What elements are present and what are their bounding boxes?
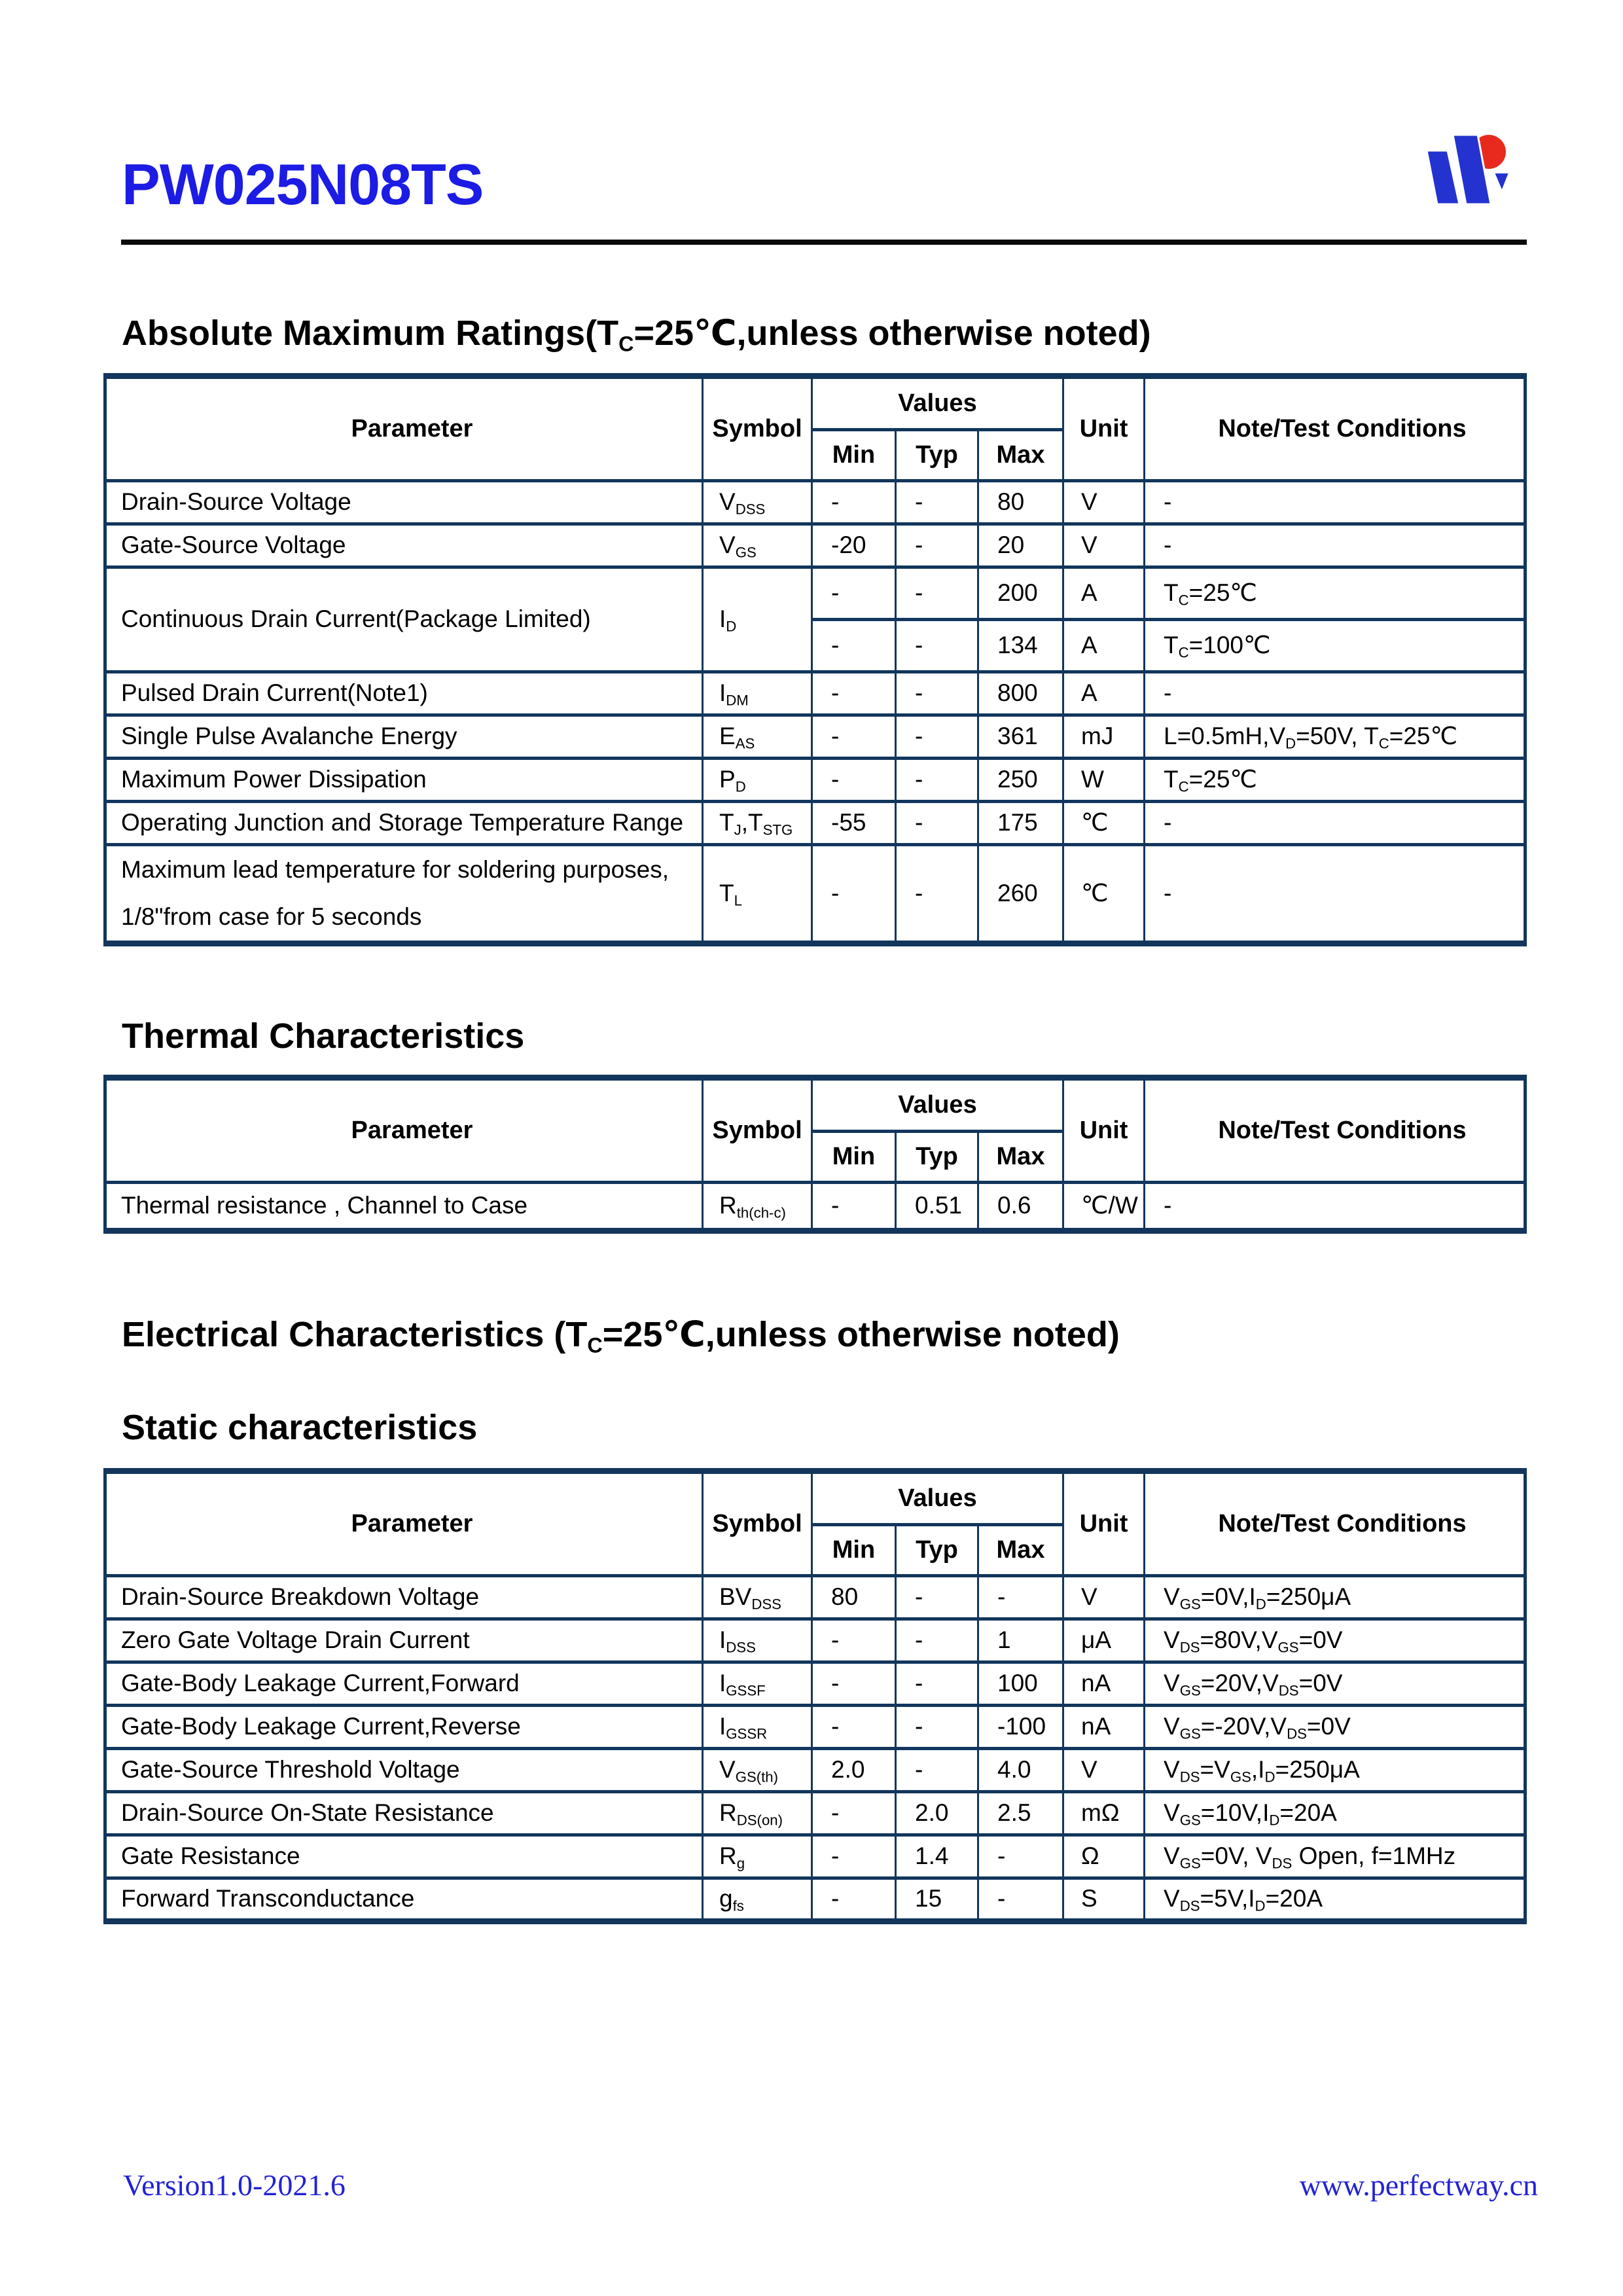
unit-cell: ℃/W: [1063, 1183, 1145, 1231]
col-header-note: Note/Test Conditions: [1145, 1471, 1525, 1576]
col-header-parameter: Parameter: [105, 1471, 703, 1576]
min-cell: -: [812, 715, 896, 759]
symbol-cell: $V_{GS}$: [703, 524, 812, 567]
max-cell: 800: [978, 672, 1063, 715]
typ-cell: -: [896, 802, 978, 845]
max-cell: 200: [978, 567, 1063, 620]
note-cell: $V_{GS}=10V,I_D=20A$: [1145, 1792, 1525, 1835]
col-header-max: Max: [978, 430, 1063, 481]
param-cell: Operating Junction and Storage Temperature Range: [105, 802, 703, 845]
col-header-unit: Unit: [1063, 1078, 1145, 1183]
header-divider: [121, 240, 1527, 245]
param-cell: Continuous Drain Current(Package Limited): [105, 567, 703, 672]
col-header-min: Min: [812, 1132, 896, 1183]
max-cell: 134: [978, 620, 1063, 672]
min-cell: -: [812, 567, 896, 620]
table-row: [105, 1619, 1525, 1662]
table-row: [105, 1706, 1525, 1749]
logo-blue-bar-left: [1427, 151, 1459, 204]
col-header-symbol: Symbol: [703, 1471, 812, 1576]
param-cell: Zero Gate Voltage Drain Current: [105, 1619, 703, 1662]
unit-cell: V: [1063, 1749, 1145, 1792]
table-row: [105, 1835, 1525, 1878]
col-header-max: Max: [978, 1525, 1063, 1576]
max-cell: 20: [978, 524, 1063, 567]
typ-cell: -: [896, 715, 978, 759]
symbol-cell: $I_{GSSR}$: [703, 1706, 812, 1749]
col-header-unit: Unit: [1063, 1471, 1145, 1576]
min-cell: -: [812, 1619, 896, 1662]
typ-cell: -: [896, 845, 978, 944]
note-cell: $V_{GS}=-20V,V_{DS}=0V$: [1145, 1706, 1525, 1749]
max-cell: -: [978, 1576, 1063, 1619]
thermal-characteristics-table: [103, 1075, 1527, 1234]
note-cell: $L=0.5mH,V_D=50V$, $T_C=25℃$: [1145, 715, 1525, 759]
col-header-typ: Typ: [896, 1525, 978, 1576]
param-cell: Drain-Source Voltage: [105, 481, 703, 524]
table-row: [105, 715, 1525, 759]
typ-cell: 15: [896, 1878, 978, 1922]
typ-cell: -: [896, 1576, 978, 1619]
max-cell: 2.5: [978, 1792, 1063, 1835]
symbol-cell: $E_{AS}$: [703, 715, 812, 759]
typ-cell: -: [896, 1749, 978, 1792]
table-header-row: [105, 376, 1525, 430]
table-row: [105, 802, 1525, 845]
col-header-parameter: Parameter: [105, 1078, 703, 1183]
min-cell: -: [812, 1706, 896, 1749]
param-cell: Forward Transconductance: [105, 1878, 703, 1922]
page-title: PW025N08TS: [122, 152, 484, 217]
typ-cell: -: [896, 1619, 978, 1662]
max-cell: 100: [978, 1662, 1063, 1706]
typ-cell: 0.51: [896, 1183, 978, 1231]
section-heading-static: Static characteristics: [122, 1408, 478, 1447]
max-cell: -: [978, 1878, 1063, 1922]
unit-cell: mΩ: [1063, 1792, 1145, 1835]
typ-cell: -: [896, 620, 978, 672]
table-row: [105, 1749, 1525, 1792]
typ-cell: -: [896, 567, 978, 620]
min-cell: -55: [812, 802, 896, 845]
max-cell: -100: [978, 1706, 1063, 1749]
min-cell: -: [812, 481, 896, 524]
unit-cell: mJ: [1063, 715, 1145, 759]
symbol-cell: $T_J,T_{STG}$: [703, 802, 812, 845]
min-cell: -: [812, 845, 896, 944]
section-heading-thermal: Thermal Characteristics: [122, 1016, 525, 1056]
param-cell: Thermal resistance , Channel to Case: [105, 1183, 703, 1231]
min-cell: -: [812, 1792, 896, 1835]
unit-cell: nA: [1063, 1662, 1145, 1706]
table-row: [105, 567, 1525, 620]
col-header-note: Note/Test Conditions: [1145, 376, 1525, 481]
max-cell: 260: [978, 845, 1063, 944]
note-cell: $T_C=25℃$: [1145, 759, 1525, 802]
min-cell: 80: [812, 1576, 896, 1619]
unit-cell: nA: [1063, 1706, 1145, 1749]
max-cell: 1: [978, 1619, 1063, 1662]
symbol-cell: $g_{fs}$: [703, 1878, 812, 1922]
note-cell: $V_{DS}=V_{GS},I_D=250\mu A$: [1145, 1749, 1525, 1792]
symbol-cell: $I_{GSSF}$: [703, 1662, 812, 1706]
max-cell: 4.0: [978, 1749, 1063, 1792]
symbol-cell: $P_D$: [703, 759, 812, 802]
note-cell: -: [1145, 524, 1525, 567]
typ-cell: -: [896, 1662, 978, 1706]
typ-cell: -: [896, 524, 978, 567]
param-cell: Gate-Source Threshold Voltage: [105, 1749, 703, 1792]
col-header-min: Min: [812, 1525, 896, 1576]
param-cell: Gate-Body Leakage Current,Forward: [105, 1662, 703, 1706]
col-header-max: Max: [978, 1132, 1063, 1183]
symbol-cell: $I_{DM}$: [703, 672, 812, 715]
table-row: [105, 1662, 1525, 1706]
table-row: [105, 672, 1525, 715]
unit-cell: ℃: [1063, 845, 1145, 944]
unit-cell: V: [1063, 524, 1145, 567]
typ-cell: -: [896, 672, 978, 715]
table-row: [105, 1183, 1525, 1231]
max-cell: -: [978, 1835, 1063, 1878]
note-cell: $V_{DS}=80V,V_{GS}=0V$: [1145, 1619, 1525, 1662]
note-cell: -: [1145, 1183, 1525, 1231]
typ-cell: -: [896, 481, 978, 524]
col-header-values: Values: [812, 1471, 1063, 1525]
col-header-note: Note/Test Conditions: [1145, 1078, 1525, 1183]
absolute-maximum-ratings-table: [103, 373, 1527, 946]
col-header-symbol: Symbol: [703, 1078, 812, 1183]
symbol-cell: $R_{DS(on)}$: [703, 1792, 812, 1835]
unit-cell: W: [1063, 759, 1145, 802]
typ-cell: -: [896, 1706, 978, 1749]
col-header-symbol: Symbol: [703, 376, 812, 481]
col-header-min: Min: [812, 430, 896, 481]
note-cell: -: [1145, 672, 1525, 715]
typ-cell: -: [896, 759, 978, 802]
min-cell: -: [812, 759, 896, 802]
table-header-row: [105, 1471, 1525, 1525]
col-header-values: Values: [812, 1078, 1063, 1132]
symbol-cell: $I_{DSS}$: [703, 1619, 812, 1662]
min-cell: -: [812, 620, 896, 672]
typ-cell: 2.0: [896, 1792, 978, 1835]
unit-cell: V: [1063, 481, 1145, 524]
section-heading-electrical: Electrical Characteristics ($T_C=25℃,unless$ otherwise noted): [122, 1315, 1120, 1357]
perfectway-w-logo: [1404, 109, 1512, 213]
note-cell: $V_{GS}=0V,I_D=250\mu A$: [1145, 1576, 1525, 1619]
table-row: [105, 759, 1525, 802]
max-cell: 0.6: [978, 1183, 1063, 1231]
min-cell: -: [812, 1183, 896, 1231]
max-cell: 361: [978, 715, 1063, 759]
note-cell: $T_C=100℃$: [1145, 620, 1525, 672]
logo-blue-triangle: [1494, 173, 1509, 191]
min-cell: -: [812, 1878, 896, 1922]
col-header-parameter: Parameter: [105, 376, 703, 481]
col-header-typ: Typ: [896, 430, 978, 481]
note-cell: $V_{GS}=20V,V_{DS}=0V$: [1145, 1662, 1525, 1706]
note-cell: -: [1145, 845, 1525, 944]
note-cell: $V_{GS}=0V$, $V_{DS}$ Open, f=1MHz: [1145, 1835, 1525, 1878]
note-cell: -: [1145, 802, 1525, 845]
min-cell: 2.0: [812, 1749, 896, 1792]
note-cell: $V_{DS}=5V,I_D=20A$: [1145, 1878, 1525, 1922]
section-heading-absolute-maximum: Absolute Maximum $Ratings(T_C=25℃,unless$ otherwise noted): [122, 314, 1151, 356]
table-row: [105, 845, 1525, 944]
symbol-cell: $I_D$: [703, 567, 812, 672]
min-cell: -20: [812, 524, 896, 567]
note-cell: $T_C=25℃$: [1145, 567, 1525, 620]
param-cell: Pulsed Drain Current(Note1): [105, 672, 703, 715]
unit-cell: Ω: [1063, 1835, 1145, 1878]
unit-cell: A: [1063, 620, 1145, 672]
table-row: [105, 481, 1525, 524]
param-cell: Gate-Body Leakage Current,Reverse: [105, 1706, 703, 1749]
footer-version: Version1.0-2021.6: [123, 2168, 346, 2202]
max-cell: 175: [978, 802, 1063, 845]
col-header-values: Values: [812, 376, 1063, 430]
symbol-cell: $BV_{DSS}$: [703, 1576, 812, 1619]
param-cell: Maximum Power Dissipation: [105, 759, 703, 802]
param-cell: Drain-Source On-State Resistance: [105, 1792, 703, 1835]
min-cell: -: [812, 1662, 896, 1706]
col-header-typ: Typ: [896, 1132, 978, 1183]
footer-website: www.perfectway.cn: [1299, 2168, 1538, 2202]
symbol-cell: $R_g$: [703, 1835, 812, 1878]
symbol-cell: $V_{DSS}$: [703, 481, 812, 524]
table-header-row: [105, 1078, 1525, 1132]
unit-cell: μA: [1063, 1619, 1145, 1662]
col-header-unit: Unit: [1063, 376, 1145, 481]
table-row: [105, 1576, 1525, 1619]
table-row: [105, 524, 1525, 567]
max-cell: 250: [978, 759, 1063, 802]
param-cell: Drain-Source Breakdown Voltage: [105, 1576, 703, 1619]
param-cell: Maximum lead temperature for soldering purposes, 1/8"from case for 5 seconds: [105, 845, 703, 944]
symbol-cell: $T_L$: [703, 845, 812, 944]
unit-cell: S: [1063, 1878, 1145, 1922]
symbol-cell: $V_{GS(th)}$: [703, 1749, 812, 1792]
note-cell: -: [1145, 481, 1525, 524]
symbol-cell: $R_{th(ch-c)}$: [703, 1183, 812, 1231]
param-cell: Gate-Source Voltage: [105, 524, 703, 567]
unit-cell: V: [1063, 1576, 1145, 1619]
table-row: [105, 1792, 1525, 1835]
static-characteristics-table: [103, 1468, 1527, 1924]
min-cell: -: [812, 672, 896, 715]
unit-cell: A: [1063, 567, 1145, 620]
unit-cell: A: [1063, 672, 1145, 715]
max-cell: 80: [978, 481, 1063, 524]
typ-cell: 1.4: [896, 1835, 978, 1878]
min-cell: -: [812, 1835, 896, 1878]
unit-cell: ℃: [1063, 802, 1145, 845]
table-row: [105, 1878, 1525, 1922]
param-cell: Gate Resistance: [105, 1835, 703, 1878]
param-cell: Single Pulse Avalanche Energy: [105, 715, 703, 759]
